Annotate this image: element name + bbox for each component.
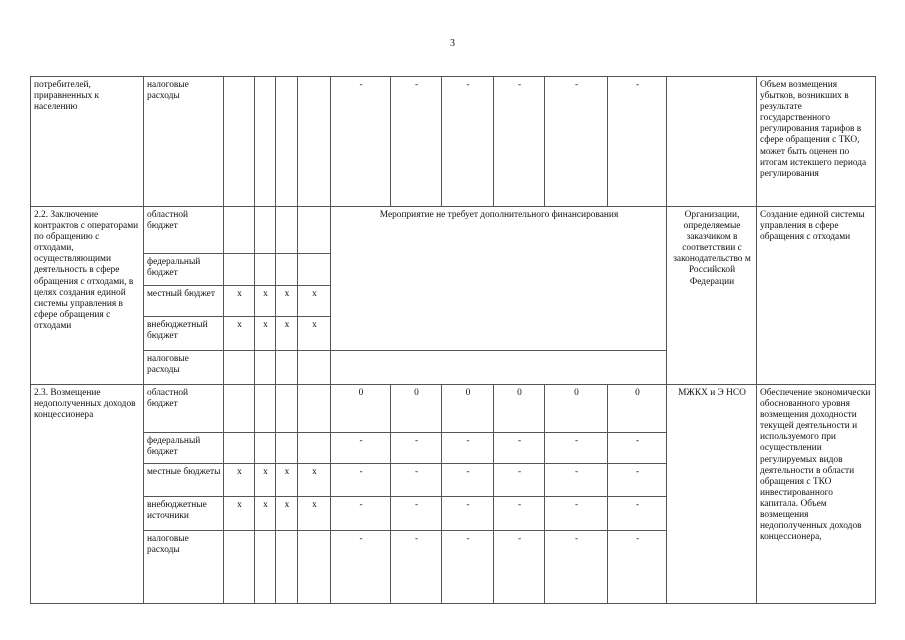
x-mark: x bbox=[298, 317, 331, 351]
year-value: 0 bbox=[494, 385, 545, 433]
year-value: - bbox=[494, 464, 545, 497]
year-value: - bbox=[442, 531, 494, 604]
x-mark: x bbox=[276, 464, 298, 497]
year-value: - bbox=[608, 497, 667, 531]
year-value: 0 bbox=[545, 385, 608, 433]
executor: МЖКХ и Э НСО bbox=[667, 385, 757, 604]
x-mark: x bbox=[298, 286, 331, 317]
program-table bbox=[30, 76, 876, 604]
year-value: - bbox=[331, 531, 391, 604]
funding-source: местный бюджет bbox=[144, 286, 224, 317]
activity-name: потребителей, приравненных к населению bbox=[31, 77, 144, 207]
x-mark: x bbox=[298, 464, 331, 497]
year-value: - bbox=[494, 497, 545, 531]
funding-source: внебюджетный бюджет bbox=[144, 317, 224, 351]
x-mark: x bbox=[224, 497, 255, 531]
year-value: - bbox=[608, 531, 667, 604]
year-value: - bbox=[545, 464, 608, 497]
x-mark: x bbox=[224, 464, 255, 497]
year-value: - bbox=[442, 433, 494, 464]
x-mark: x bbox=[224, 286, 255, 317]
funding-source: налоговые расходы bbox=[144, 77, 224, 207]
year-value: - bbox=[391, 77, 442, 207]
table-row bbox=[31, 385, 876, 433]
year-value: - bbox=[442, 77, 494, 207]
funding-source: федеральный бюджет bbox=[144, 254, 224, 286]
funding-source: местные бюджеты bbox=[144, 464, 224, 497]
year-value: - bbox=[331, 464, 391, 497]
x-mark: x bbox=[255, 497, 276, 531]
year-value: - bbox=[391, 433, 442, 464]
year-value: - bbox=[608, 464, 667, 497]
funding-note: Мероприятие не требует дополнительного финансирования bbox=[331, 207, 667, 351]
year-value: - bbox=[545, 531, 608, 604]
year-value: - bbox=[391, 531, 442, 604]
year-value: - bbox=[442, 497, 494, 531]
year-value: - bbox=[545, 77, 608, 207]
x-mark: x bbox=[298, 497, 331, 531]
year-value: 0 bbox=[442, 385, 494, 433]
x-mark: x bbox=[255, 317, 276, 351]
funding-source: областной бюджет bbox=[144, 385, 224, 433]
expected-result: Объем возмещения убытков, возникших в результате государственного регулирования тарифов в сфере обращения с ТКО, может быть оценен по итогам истекшего периода регулирования bbox=[757, 77, 876, 207]
x-mark: x bbox=[276, 286, 298, 317]
year-value: - bbox=[442, 464, 494, 497]
executor bbox=[667, 77, 757, 207]
year-value: - bbox=[545, 497, 608, 531]
funding-source: налоговые расходы bbox=[144, 531, 224, 604]
year-value: 0 bbox=[608, 385, 667, 433]
x-mark: x bbox=[276, 497, 298, 531]
year-value: 0 bbox=[331, 385, 391, 433]
year-value: - bbox=[608, 77, 667, 207]
funding-source: федеральный бюджет bbox=[144, 433, 224, 464]
year-value: - bbox=[545, 433, 608, 464]
x-mark: x bbox=[276, 317, 298, 351]
table-row bbox=[31, 77, 876, 207]
year-value: - bbox=[608, 433, 667, 464]
activity-name: 2.2. Заключение контрактов с операторами по обращению с отходами, осуществляющими деятельность в сфере обращения с отходами, в целях создания единой системы управления в сфере обращения с отходами bbox=[31, 207, 144, 385]
year-value: - bbox=[331, 497, 391, 531]
funding-source: внебюджетные источники bbox=[144, 497, 224, 531]
year-value: 0 bbox=[391, 385, 442, 433]
funding-source: налоговые расходы bbox=[144, 351, 224, 385]
year-value: - bbox=[494, 531, 545, 604]
year-value: - bbox=[494, 77, 545, 207]
year-value: - bbox=[391, 497, 442, 531]
funding-source: областной бюджет bbox=[144, 207, 224, 254]
expected-result: Создание единой системы управления в сфере обращения с отходами bbox=[757, 207, 876, 385]
page-number: 3 bbox=[450, 38, 455, 49]
x-mark: x bbox=[255, 286, 276, 317]
year-value: - bbox=[331, 433, 391, 464]
x-mark: x bbox=[255, 464, 276, 497]
year-value: - bbox=[494, 433, 545, 464]
x-mark: x bbox=[224, 317, 255, 351]
expected-result: Обеспечение экономически обоснованного уровня возмещения доходности текущей деятельности и используемого при осуществлении регулируемых видов деятельности в области обращения с ТКО инвестированного капитала. Объем возмещения недополученных доходов концессионера, bbox=[757, 385, 876, 604]
table-row bbox=[31, 207, 876, 254]
year-value: - bbox=[331, 77, 391, 207]
executor: Организации, определяемые заказчиком в соответствии с законодательство м Российской Федерации bbox=[667, 207, 757, 385]
activity-name: 2.3. Возмещение недополученных доходов концессионера bbox=[31, 385, 144, 604]
year-value: - bbox=[391, 464, 442, 497]
